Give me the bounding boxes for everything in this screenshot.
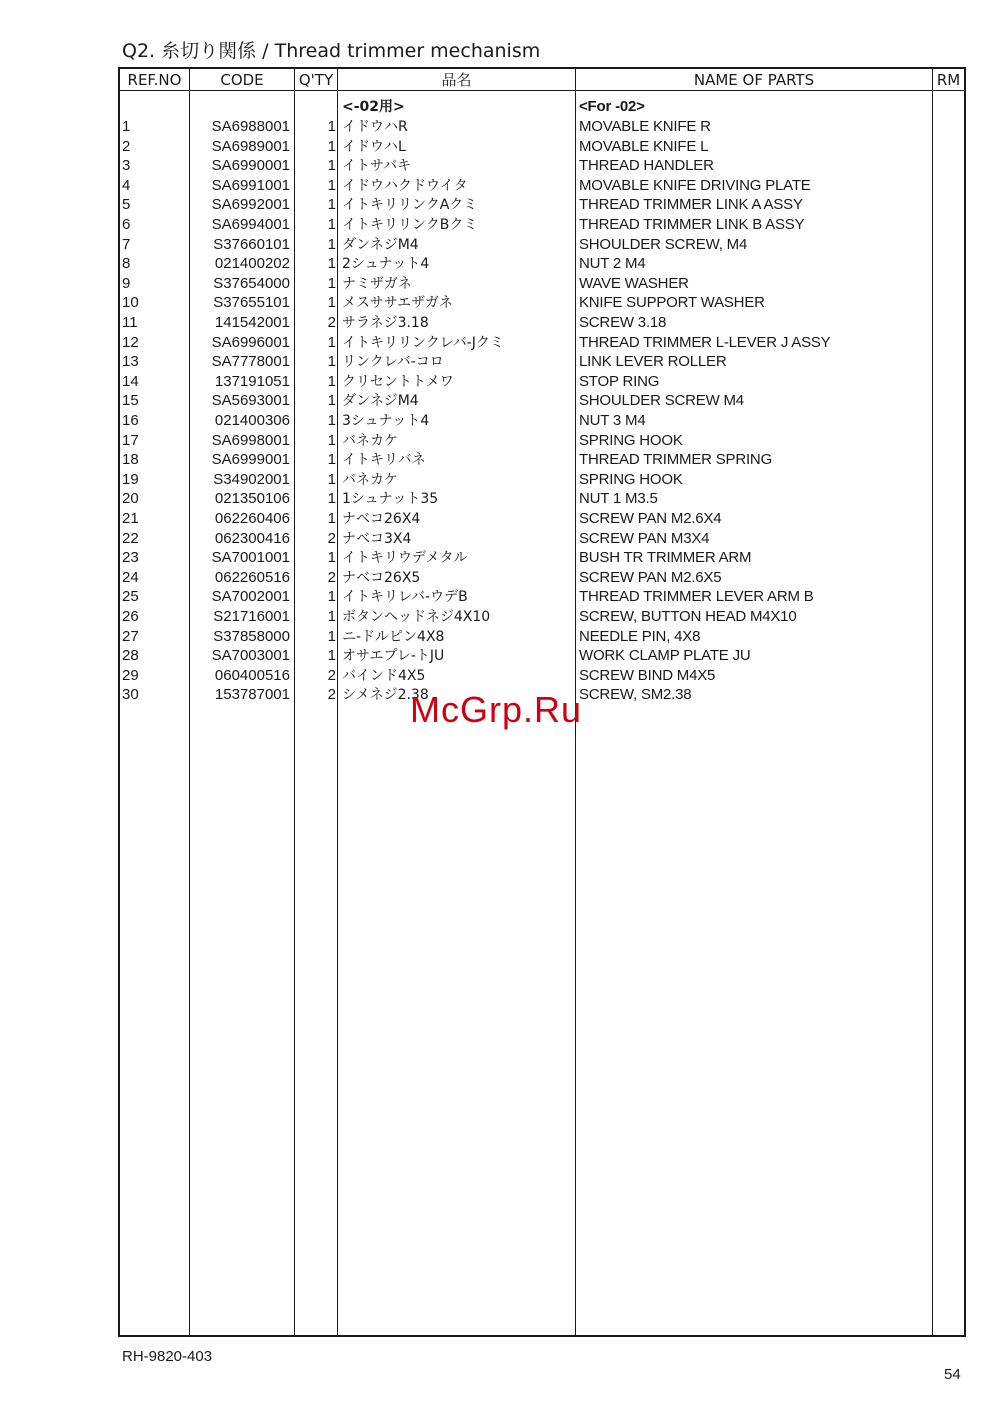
qty-cell: 2 — [327, 568, 336, 586]
qty-cell: 1 — [327, 372, 336, 390]
ref-no-cell: 29 — [122, 666, 139, 684]
ref-no-cell: 30 — [122, 686, 139, 704]
name-jp-cell: イトサバキ — [342, 158, 412, 175]
name-jp-cell: ナベコ3X4 — [342, 530, 412, 547]
name-of-parts-cell: SHOULDER SCREW, M4 — [579, 235, 748, 253]
name-jp-cell: ボタンヘッドネジ4X10 — [342, 609, 491, 625]
qty-cell: 1 — [327, 118, 336, 135]
ref-no-cell: 27 — [122, 627, 139, 645]
qty-cell: 1 — [327, 196, 336, 214]
name-jp-cell: 2シュナット4 — [342, 256, 430, 273]
code-cell: SA6992001 — [211, 196, 290, 214]
name-of-parts-cell: MOVABLE KNIFE DRIVING PLATE — [579, 176, 811, 194]
name-jp-cell: イドウハクドウイタ — [342, 177, 468, 194]
name-jp-cell: メスササエザガネ — [342, 295, 453, 312]
ref-no-cell: 17 — [122, 431, 139, 449]
name-of-parts-cell: THREAD TRIMMER L-LEVER J ASSY — [579, 333, 831, 351]
name-jp-cell: オサエプレ-トJU — [342, 648, 445, 665]
name-of-parts-cell: NEEDLE PIN, 4X8 — [579, 627, 701, 645]
name-jp-cell: イトキリウデメタル — [342, 550, 468, 567]
code-cell: SA6991001 — [211, 176, 290, 194]
name-of-parts-cell: NUT 3 M4 — [579, 412, 646, 429]
qty-cell: 1 — [327, 274, 336, 292]
table-row — [120, 156, 964, 176]
qty-cell: 1 — [327, 294, 336, 312]
name-jp-cell: イトキリレバ-ウデB — [342, 589, 468, 606]
name-of-parts-cell: THREAD HANDLER — [579, 157, 714, 175]
parts-table — [118, 67, 966, 1337]
code-cell: S37654000 — [213, 274, 290, 292]
qty-cell: 1 — [327, 137, 336, 155]
ref-no-cell: 8 — [122, 255, 131, 273]
table-row — [120, 529, 964, 549]
ref-no-cell: 12 — [122, 333, 139, 351]
header-code: CODE — [220, 71, 264, 89]
ref-no-cell: 21 — [122, 510, 139, 527]
qty-cell: 1 — [327, 627, 336, 645]
table-row — [120, 274, 964, 294]
ref-no-cell: 18 — [122, 451, 139, 469]
table-row — [120, 137, 964, 157]
table-row — [120, 235, 964, 255]
table-row — [120, 646, 964, 666]
header-ref-no: REF.NO — [127, 71, 182, 89]
ref-no-cell: 2 — [122, 137, 131, 155]
header-qty: Q'TY — [298, 71, 334, 89]
code-cell: 021400202 — [214, 255, 290, 273]
table-row — [120, 117, 964, 137]
header-divider — [120, 90, 964, 91]
code-cell: SA7002001 — [211, 588, 290, 606]
qty-cell: 1 — [327, 216, 336, 233]
ref-no-cell: 13 — [122, 353, 139, 371]
ref-no-cell: 28 — [122, 647, 139, 665]
name-jp-cell: イトキリバネ — [342, 452, 426, 469]
name-of-parts-cell: SCREW BIND M4X5 — [579, 666, 716, 684]
code-cell: SA7001001 — [211, 549, 290, 567]
name-of-parts-cell: SCREW, SM2.38 — [579, 686, 692, 704]
name-of-parts-cell: THREAD TRIMMER LINK A ASSY — [579, 196, 803, 214]
name-of-parts-cell: THREAD TRIMMER LEVER ARM B — [579, 588, 814, 606]
qty-cell: 1 — [327, 647, 336, 665]
name-of-parts-cell: SCREW, BUTTON HEAD M4X10 — [579, 608, 797, 625]
qty-cell: 1 — [327, 510, 336, 527]
table-row — [120, 195, 964, 215]
ref-no-cell: 4 — [122, 176, 131, 194]
name-of-parts-cell: SCREW 3.18 — [579, 314, 667, 331]
table-row — [120, 411, 964, 431]
code-cell: 062300416 — [214, 529, 290, 547]
ref-no-cell: 11 — [122, 314, 138, 331]
name-of-parts-cell: SHOULDER SCREW M4 — [579, 392, 744, 410]
qty-cell: 1 — [327, 431, 336, 449]
code-cell: SA6998001 — [211, 431, 290, 449]
qty-cell: 1 — [327, 255, 336, 273]
table-row — [120, 470, 964, 490]
table-row — [120, 372, 964, 392]
qty-cell: 1 — [327, 157, 336, 175]
ref-no-cell: 1 — [122, 118, 131, 135]
ref-no-cell: 14 — [122, 372, 139, 390]
qty-cell: 1 — [327, 608, 336, 625]
document-number: RH-9820-403 — [122, 1348, 213, 1365]
name-of-parts-cell: WORK CLAMP PLATE JU — [579, 647, 751, 665]
name-jp-cell: バインド4X5 — [342, 667, 426, 684]
name-jp-cell: イトキリリンクBクミ — [342, 217, 478, 233]
name-of-parts-cell: SPRING HOOK — [579, 470, 683, 488]
code-cell: S34902001 — [213, 470, 290, 488]
section-label-en: <For -02> — [579, 98, 645, 115]
name-jp-cell: シメネジ2.38 — [342, 687, 429, 704]
name-of-parts-cell: SCREW PAN M3X4 — [579, 529, 710, 547]
code-cell: 021350106 — [214, 490, 290, 508]
name-of-parts-cell: BUSH TR TRIMMER ARM — [579, 549, 752, 567]
code-cell: SA7778001 — [211, 353, 290, 371]
name-of-parts-cell: KNIFE SUPPORT WASHER — [579, 294, 765, 312]
ref-no-cell: 23 — [122, 549, 139, 567]
code-cell: 137191051 — [214, 372, 290, 390]
table-row — [120, 176, 964, 196]
name-jp-cell: ダンネジM4 — [342, 393, 419, 410]
name-jp-cell: ナベコ26X4 — [342, 511, 421, 527]
ref-no-cell: 26 — [122, 608, 139, 625]
code-cell: SA6989001 — [211, 137, 290, 155]
name-jp-cell: バネカケ — [342, 471, 398, 488]
qty-cell: 2 — [327, 686, 336, 704]
qty-cell: 1 — [327, 412, 336, 429]
section-row — [120, 97, 964, 117]
name-of-parts-cell: SCREW PAN M2.6X5 — [579, 568, 722, 586]
ref-no-cell: 22 — [122, 529, 139, 547]
table-row — [120, 333, 964, 353]
header-name-of-parts: NAME OF PARTS — [693, 71, 815, 89]
name-of-parts-cell: LINK LEVER ROLLER — [579, 353, 727, 371]
qty-cell: 1 — [327, 333, 336, 351]
code-cell: S37858000 — [213, 627, 290, 645]
qty-cell: 1 — [327, 392, 336, 410]
name-of-parts-cell: NUT 1 M3.5 — [579, 490, 658, 508]
ref-no-cell: 24 — [122, 568, 139, 586]
code-cell: SA6999001 — [211, 451, 290, 469]
code-cell: S37660101 — [213, 235, 290, 253]
ref-no-cell: 25 — [122, 588, 139, 606]
name-of-parts-cell: MOVABLE KNIFE R — [579, 118, 711, 135]
name-of-parts-cell: NUT 2 M4 — [579, 255, 646, 273]
name-jp-cell: 1シュナット35 — [342, 491, 439, 508]
qty-cell: 1 — [327, 451, 336, 469]
qty-cell: 1 — [327, 549, 336, 567]
name-jp-cell: イドウハL — [342, 138, 406, 155]
table-row — [120, 431, 964, 451]
code-cell: 062260516 — [214, 568, 290, 586]
code-cell: SA6994001 — [211, 216, 290, 233]
table-row — [120, 587, 964, 607]
name-of-parts-cell: THREAD TRIMMER LINK B ASSY — [579, 216, 805, 233]
code-cell: SA7003001 — [211, 647, 290, 665]
name-jp-cell: イトキリリンクAクミ — [342, 197, 478, 214]
table-row — [120, 489, 964, 509]
table-row — [120, 627, 964, 647]
table-row — [120, 450, 964, 470]
header-name-jp: 品名 — [441, 71, 472, 89]
code-cell: S37655101 — [213, 294, 290, 312]
qty-cell: 2 — [327, 529, 336, 547]
table-row — [120, 548, 964, 568]
code-cell: 060400516 — [214, 666, 290, 684]
ref-no-cell: 16 — [122, 412, 139, 429]
section-label-jp: <-02用> — [342, 99, 405, 115]
code-cell: SA5693001 — [211, 392, 290, 410]
table-row — [120, 607, 964, 627]
watermark: McGrp.Ru — [410, 689, 583, 730]
name-jp-cell: クリセントトメワ — [342, 373, 454, 390]
code-cell: 141542001 — [214, 314, 290, 331]
table-row — [120, 509, 964, 529]
header-rm: RM — [936, 71, 961, 89]
name-of-parts-cell: MOVABLE KNIFE L — [579, 137, 709, 155]
page-number: 54 — [944, 1366, 961, 1383]
name-of-parts-cell: STOP RING — [579, 372, 660, 390]
table-row — [120, 352, 964, 372]
qty-cell: 2 — [327, 666, 336, 684]
code-cell: 021400306 — [214, 412, 290, 429]
ref-no-cell: 6 — [122, 216, 131, 233]
table-row — [120, 666, 964, 686]
code-cell: S21716001 — [213, 608, 290, 625]
ref-no-cell: 5 — [122, 196, 131, 214]
name-of-parts-cell: THREAD TRIMMER SPRING — [579, 451, 773, 469]
ref-no-cell: 9 — [122, 274, 131, 292]
qty-cell: 1 — [327, 588, 336, 606]
qty-cell: 1 — [327, 176, 336, 194]
ref-no-cell: 7 — [122, 235, 131, 253]
name-jp-cell: バネカケ — [342, 432, 398, 449]
qty-cell: 1 — [327, 235, 336, 253]
name-of-parts-cell: WAVE WASHER — [579, 274, 689, 292]
name-jp-cell: リンクレバ-コロ — [342, 354, 444, 371]
table-row — [120, 293, 964, 313]
code-cell: SA6996001 — [211, 333, 290, 351]
page-title: Q2. 糸切り関係 / Thread trimmer mechanism — [122, 40, 541, 62]
name-jp-cell: サラネジ3.18 — [342, 315, 429, 331]
table-row — [120, 568, 964, 588]
ref-no-cell: 3 — [122, 157, 131, 175]
table-row — [120, 313, 964, 333]
qty-cell: 1 — [327, 470, 336, 488]
ref-no-cell: 20 — [122, 490, 139, 508]
qty-cell: 1 — [327, 353, 336, 371]
code-cell: SA6990001 — [211, 157, 290, 175]
name-jp-cell: ナベコ26X5 — [342, 569, 421, 586]
name-of-parts-cell: SCREW PAN M2.6X4 — [579, 510, 722, 527]
code-cell: 153787001 — [214, 686, 290, 704]
ref-no-cell: 15 — [122, 392, 139, 410]
table-row — [120, 215, 964, 235]
name-jp-cell: ダンネジM4 — [342, 236, 419, 253]
name-jp-cell: イドウハR — [342, 119, 408, 135]
name-jp-cell: 3シュナット4 — [342, 413, 430, 429]
name-jp-cell: ニ-ドルピン4X8 — [342, 628, 445, 645]
code-cell: 062260406 — [214, 510, 290, 527]
table-row — [120, 254, 964, 274]
name-jp-cell: ナミザガネ — [342, 275, 412, 292]
name-jp-cell: イトキリリンクレバ-Jクミ — [342, 334, 504, 351]
ref-no-cell: 19 — [122, 470, 139, 488]
qty-cell: 1 — [327, 490, 336, 508]
name-of-parts-cell: SPRING HOOK — [579, 431, 683, 449]
table-row — [120, 391, 964, 411]
code-cell: SA6988001 — [211, 118, 290, 135]
ref-no-cell: 10 — [122, 294, 139, 312]
qty-cell: 2 — [327, 314, 336, 331]
